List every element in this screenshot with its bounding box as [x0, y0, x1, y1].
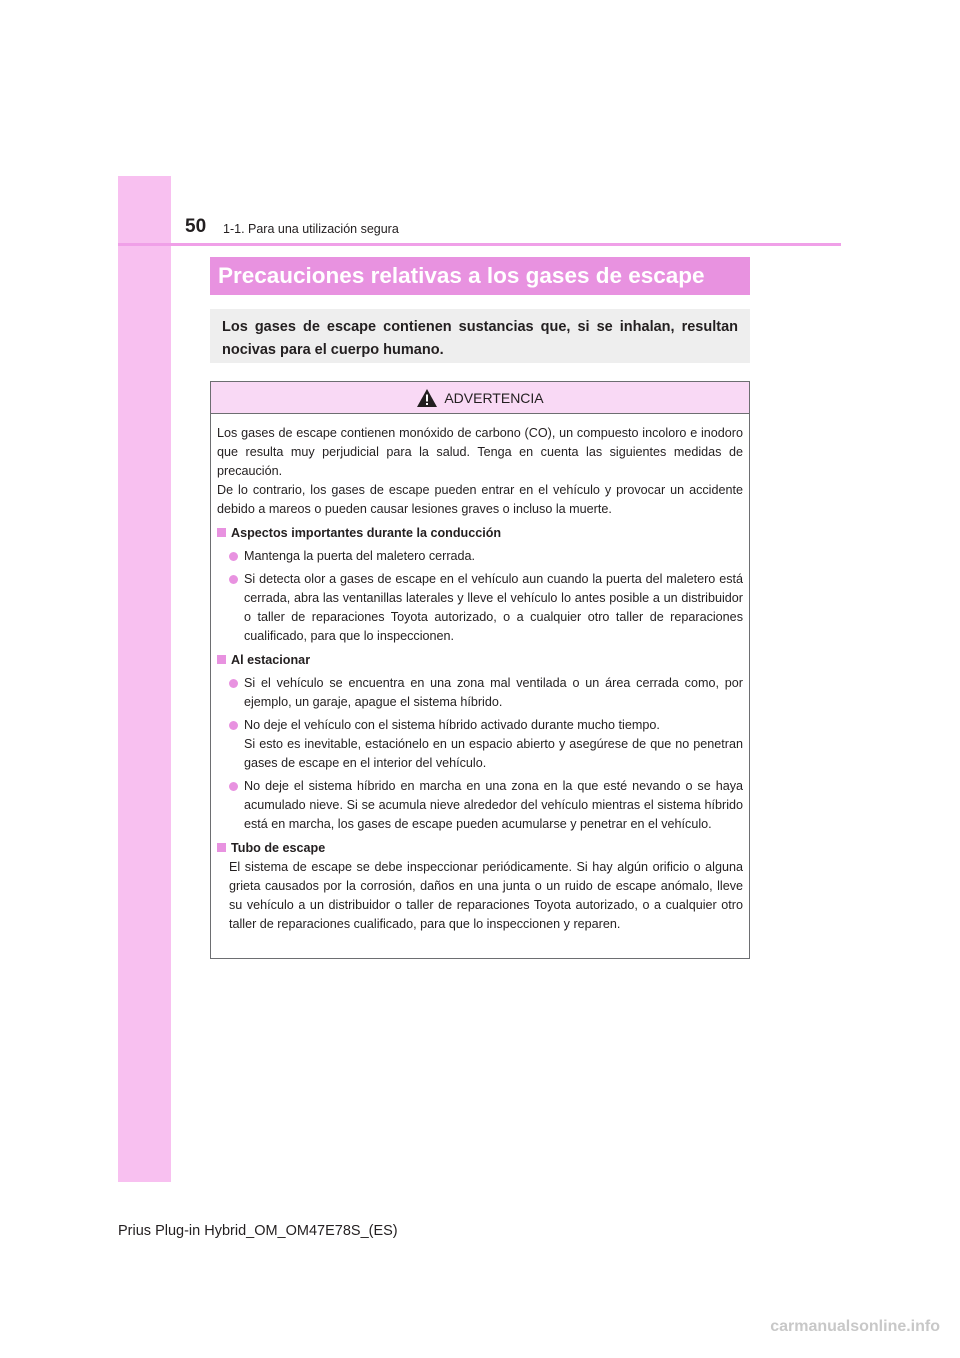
warning-box	[210, 381, 750, 959]
header-divider	[118, 243, 841, 246]
footer-document-id: Prius Plug-in Hybrid_OM_OM47E78S_(ES)	[118, 1223, 398, 1239]
circle-bullet-icon	[229, 679, 238, 688]
chapter-sidebar-tab	[118, 176, 171, 1182]
warning-triangle-icon	[416, 388, 438, 408]
section-heading-driving: Aspectos importantes durante la conducción	[217, 524, 743, 543]
section-heading-exhaust-pipe: Tubo de escape	[217, 839, 743, 858]
exhaust-pipe-text: El sistema de escape se debe inspeccionar periódicamente. Si hay algún orificio o alguna grieta causados por la corrosión, daños en una junta o un ruido de escape anómalo, lleve su vehículo a un distribuidor o taller de reparaciones Toyota autorizado, o a cualquier otro taller de reparaciones cualificado, para que lo inspeccionen y reparen.	[229, 860, 743, 931]
list-item: Si detecta olor a gases de escape en el vehículo aun cuando la puerta del maletero está cerrada, abra las ventanillas laterales y lleve el vehículo lo antes posible a un distribuidor o taller de reparaciones Toyota autorizado, o a cualquier otro taller de reparaciones cualificado, para que lo inspeccionen.	[217, 570, 743, 646]
square-bullet-icon	[217, 655, 226, 664]
section-heading-parking: Al estacionar	[217, 651, 743, 670]
list-item: Mantenga la puerta del maletero cerrada.	[217, 547, 743, 566]
intro-summary: Los gases de escape contienen sustancias que, si se inhalan, resultan nocivas para el cuerpo humano.	[210, 309, 750, 363]
circle-bullet-icon	[229, 575, 238, 584]
warning-body	[211, 414, 749, 934]
watermark: carmanualsonline.info	[770, 1318, 940, 1335]
warning-intro-2: De lo contrario, los gases de escape pueden entrar en el vehículo y provocar un accidente debido a mareos o pueden causar lesiones graves o incluso la muerte.	[217, 483, 743, 516]
warning-header	[211, 382, 749, 414]
warning-intro-1: Los gases de escape contienen monóxido de carbono (CO), un compuesto incoloro e inodoro que resulta muy perjudicial para la salud. Tenga en cuenta las siguientes medidas de precaución.	[217, 426, 743, 478]
circle-bullet-icon	[229, 782, 238, 791]
list-item: No deje el sistema híbrido en marcha en una zona en la que esté nevando o se haya acumulado nieve. Si se acumula nieve alrededor del vehículo mientras el sistema híbrido está en marcha, los gases de escape pueden acumularse y penetrar en el vehículo.	[217, 777, 743, 834]
square-bullet-icon	[217, 528, 226, 537]
list-item: No deje el vehículo con el sistema híbrido activado durante mucho tiempo. Si esto es inevitable, estaciónelo en un espacio abierto y asegúrese de que no penetran gases de escape en el interior del vehículo.	[217, 716, 743, 773]
section-header: 1-1. Para una utilización segura	[223, 222, 399, 236]
circle-bullet-icon	[229, 721, 238, 730]
circle-bullet-icon	[229, 552, 238, 561]
page-number: 50	[185, 216, 207, 237]
square-bullet-icon	[217, 843, 226, 852]
page-title: Precauciones relativas a los gases de escape	[210, 257, 750, 295]
list-item: Si el vehículo se encuentra en una zona mal ventilada o un área cerrada como, por ejemplo, un garaje, apague el sistema híbrido.	[217, 674, 743, 712]
warning-label: ADVERTENCIA	[444, 389, 544, 406]
